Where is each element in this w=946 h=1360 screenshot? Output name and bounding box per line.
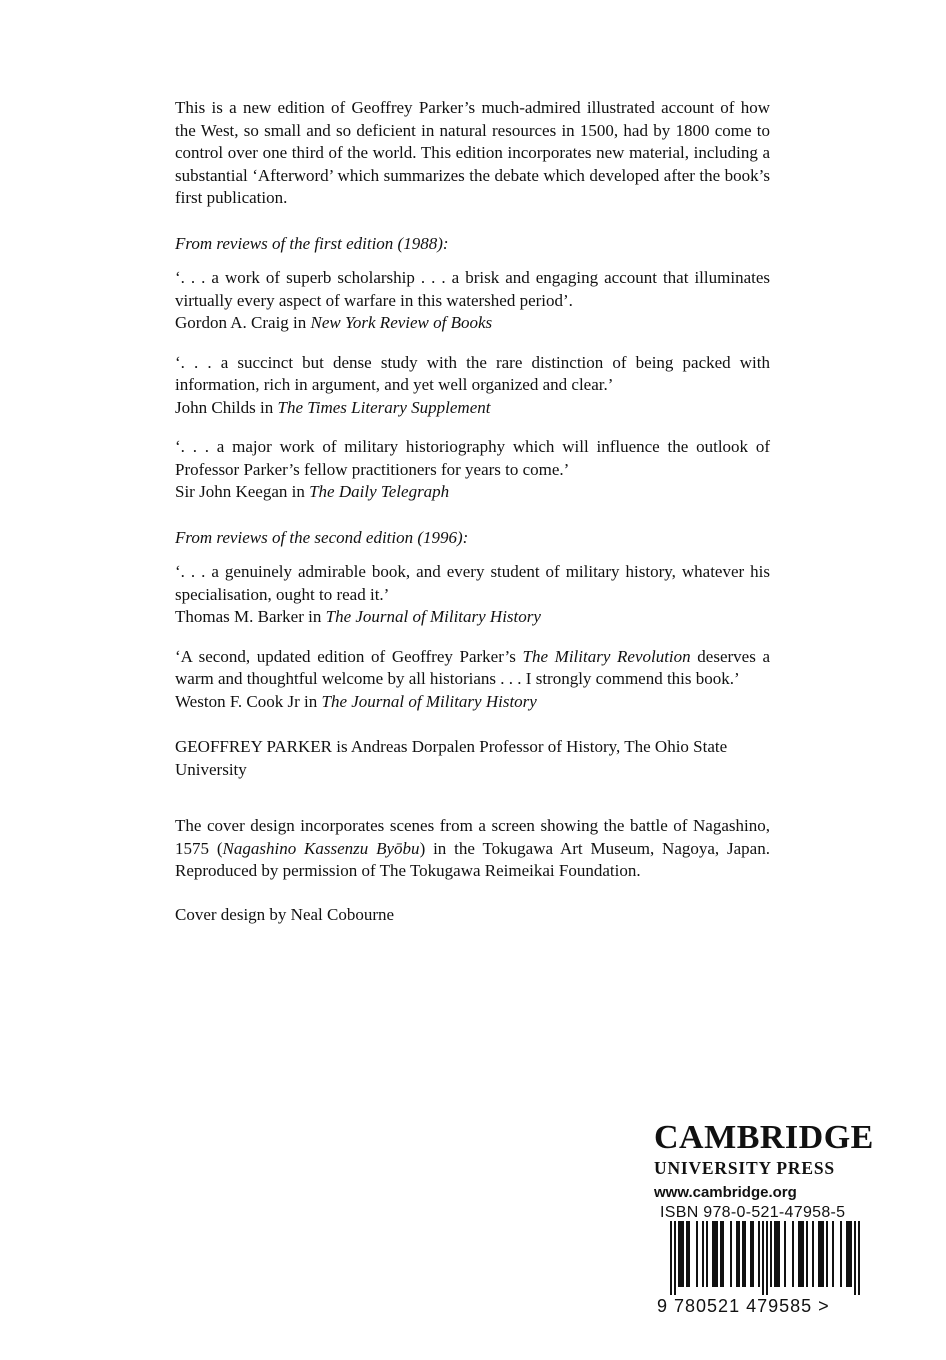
publication: The Times Literary Supplement xyxy=(277,397,491,417)
review-quote: ‘. . . a major work of military historiography which will influence the outlook of Professor Parker’s fellow practitioners for years to come.’ xyxy=(175,437,770,479)
barcode-bar xyxy=(680,1221,682,1287)
barcode-bar xyxy=(822,1221,824,1287)
review-attribution xyxy=(175,691,770,714)
publication: The Journal of Military History xyxy=(325,607,541,626)
review-childs xyxy=(175,352,770,420)
reviewer: John Childs in xyxy=(175,397,274,417)
barcode-digits: 9 780521 479585 > xyxy=(657,1296,830,1316)
barcode-bar xyxy=(686,1221,688,1287)
publication: The Journal of Military History xyxy=(321,691,537,711)
barcode-bar xyxy=(802,1221,804,1287)
barcode-bar xyxy=(744,1221,746,1287)
publisher-website: www.cambridge.org xyxy=(654,1184,797,1201)
barcode-bar xyxy=(714,1221,716,1287)
review-quote: ‘. . . a succinct but dense study with the rare distinction of being packed with information, rich in argument, and yet well organized and clear.’ xyxy=(175,352,770,394)
barcode-bar xyxy=(766,1221,768,1295)
artwork-title: Nagashino Kassenzu Byōbu xyxy=(222,838,420,858)
review-craig xyxy=(175,267,770,335)
quoted-title: The Military Revolution xyxy=(522,646,691,666)
barcode-bar xyxy=(776,1221,778,1287)
reviewer: Thomas M. Barker in xyxy=(175,607,322,626)
review-quote: ‘. . . a genuinely admirable book, and every student of military history, whatever his specialisation, ought to read it.’ xyxy=(175,562,770,604)
barcode-bar xyxy=(820,1221,822,1287)
barcode-bar xyxy=(778,1221,780,1287)
review-attribution xyxy=(175,481,770,504)
quote-end: deserves a warm and thoughtful welcome by all historians . . . I strongly commend this book.’ xyxy=(175,646,771,688)
intro-paragraph: This is a new edition of Geoffrey Parker’s much-admired illustrated account of how the West, so small and so deficient in natural resources in 1500, had by 1800 come to control over one third of the world. This edition incorporates new material, including a substantial ‘Afterword’ which summarizes the debate which developed after the book’s first publication. xyxy=(175,98,770,207)
review-cook xyxy=(175,646,770,714)
barcode-bar xyxy=(770,1221,772,1287)
publication: The Daily Telegraph xyxy=(309,482,450,501)
barcode-bar xyxy=(812,1221,814,1287)
barcode-bar xyxy=(854,1221,856,1295)
barcode-bar xyxy=(682,1221,684,1287)
barcode-bar xyxy=(730,1221,732,1287)
barcode-bar xyxy=(696,1221,698,1287)
barcode-bar xyxy=(716,1221,718,1287)
barcode-bar xyxy=(818,1221,820,1287)
barcode-bar xyxy=(712,1221,714,1287)
barcode-bar xyxy=(800,1221,802,1287)
barcode-bar xyxy=(688,1221,690,1287)
barcode-bar xyxy=(826,1221,828,1287)
barcode-bar xyxy=(742,1221,744,1287)
cover-note-part1: The cover design incorporates scenes from a screen showing the battle of Nagashino, 1575 ( xyxy=(175,816,770,858)
barcode-bar xyxy=(806,1221,808,1287)
publisher-imprint xyxy=(654,1119,874,1201)
author-bio: GEOFFREY PARKER is Andreas Dorpalen Professor of History, The Ohio State University xyxy=(175,737,728,779)
barcode-bar xyxy=(670,1221,672,1295)
review-attribution xyxy=(175,397,770,420)
review-attribution xyxy=(175,312,770,335)
barcode-icon xyxy=(656,1221,868,1297)
cover-credit: Cover design by Neal Cobourne xyxy=(175,904,395,924)
quote-start: ‘A second, updated edition of Geoffrey Parker’s xyxy=(175,646,516,666)
barcode-bar xyxy=(832,1221,834,1287)
barcode-bar xyxy=(738,1221,740,1287)
reviewer: Sir John Keegan in xyxy=(175,482,305,501)
barcode-bar xyxy=(784,1221,786,1287)
reviewer: Gordon A. Craig in xyxy=(175,313,307,332)
isbn-label: ISBN 978-0-521-47958-5 xyxy=(660,1204,846,1221)
review-quote xyxy=(175,646,770,691)
barcode-bar xyxy=(702,1221,704,1287)
review-quote: ‘. . . a work of superb scholarship . . . a brisk and engaging account that illuminates virtually every aspect of warfare in this watershed period’. xyxy=(175,268,770,310)
review-keegan xyxy=(175,436,770,504)
barcode-bar xyxy=(678,1221,680,1287)
barcode-bar xyxy=(736,1221,738,1287)
barcode-bar xyxy=(840,1221,842,1287)
barcode-bar xyxy=(798,1221,800,1287)
barcode-bar xyxy=(752,1221,754,1287)
publisher-subtitle: UNIVERSITY PRESS xyxy=(654,1158,835,1178)
second-edition-heading: From reviews of the second edition (1996): xyxy=(175,527,469,547)
cover-note-part2: ) in the Tokugawa Art Museum, Nagoya, Japan. Reproduced by permission of The Tokugawa Reimeikai Foundation. xyxy=(175,838,770,880)
barcode-bar xyxy=(706,1221,708,1287)
review-barker xyxy=(175,561,770,629)
blurb-column xyxy=(175,97,770,926)
barcode-bar xyxy=(762,1221,764,1295)
reviewer: Weston F. Cook Jr in xyxy=(175,691,318,711)
barcode-bar xyxy=(722,1221,724,1287)
review-attribution xyxy=(175,606,770,629)
barcode-bar xyxy=(850,1221,852,1287)
barcode-bar xyxy=(848,1221,850,1287)
barcode-bar xyxy=(674,1221,676,1295)
cover-note xyxy=(175,815,770,883)
barcode-bar xyxy=(750,1221,752,1287)
barcode-bar xyxy=(720,1221,722,1287)
barcode-bar xyxy=(846,1221,848,1287)
publisher-name: CAMBRIDGE xyxy=(654,1119,874,1156)
barcode-bar xyxy=(774,1221,776,1287)
publication: New York Review of Books xyxy=(310,313,493,332)
barcode-bar xyxy=(792,1221,794,1287)
first-edition-heading: From reviews of the first edition (1988): xyxy=(175,233,449,253)
barcode-bar xyxy=(858,1221,860,1295)
barcode-bar xyxy=(758,1221,760,1287)
